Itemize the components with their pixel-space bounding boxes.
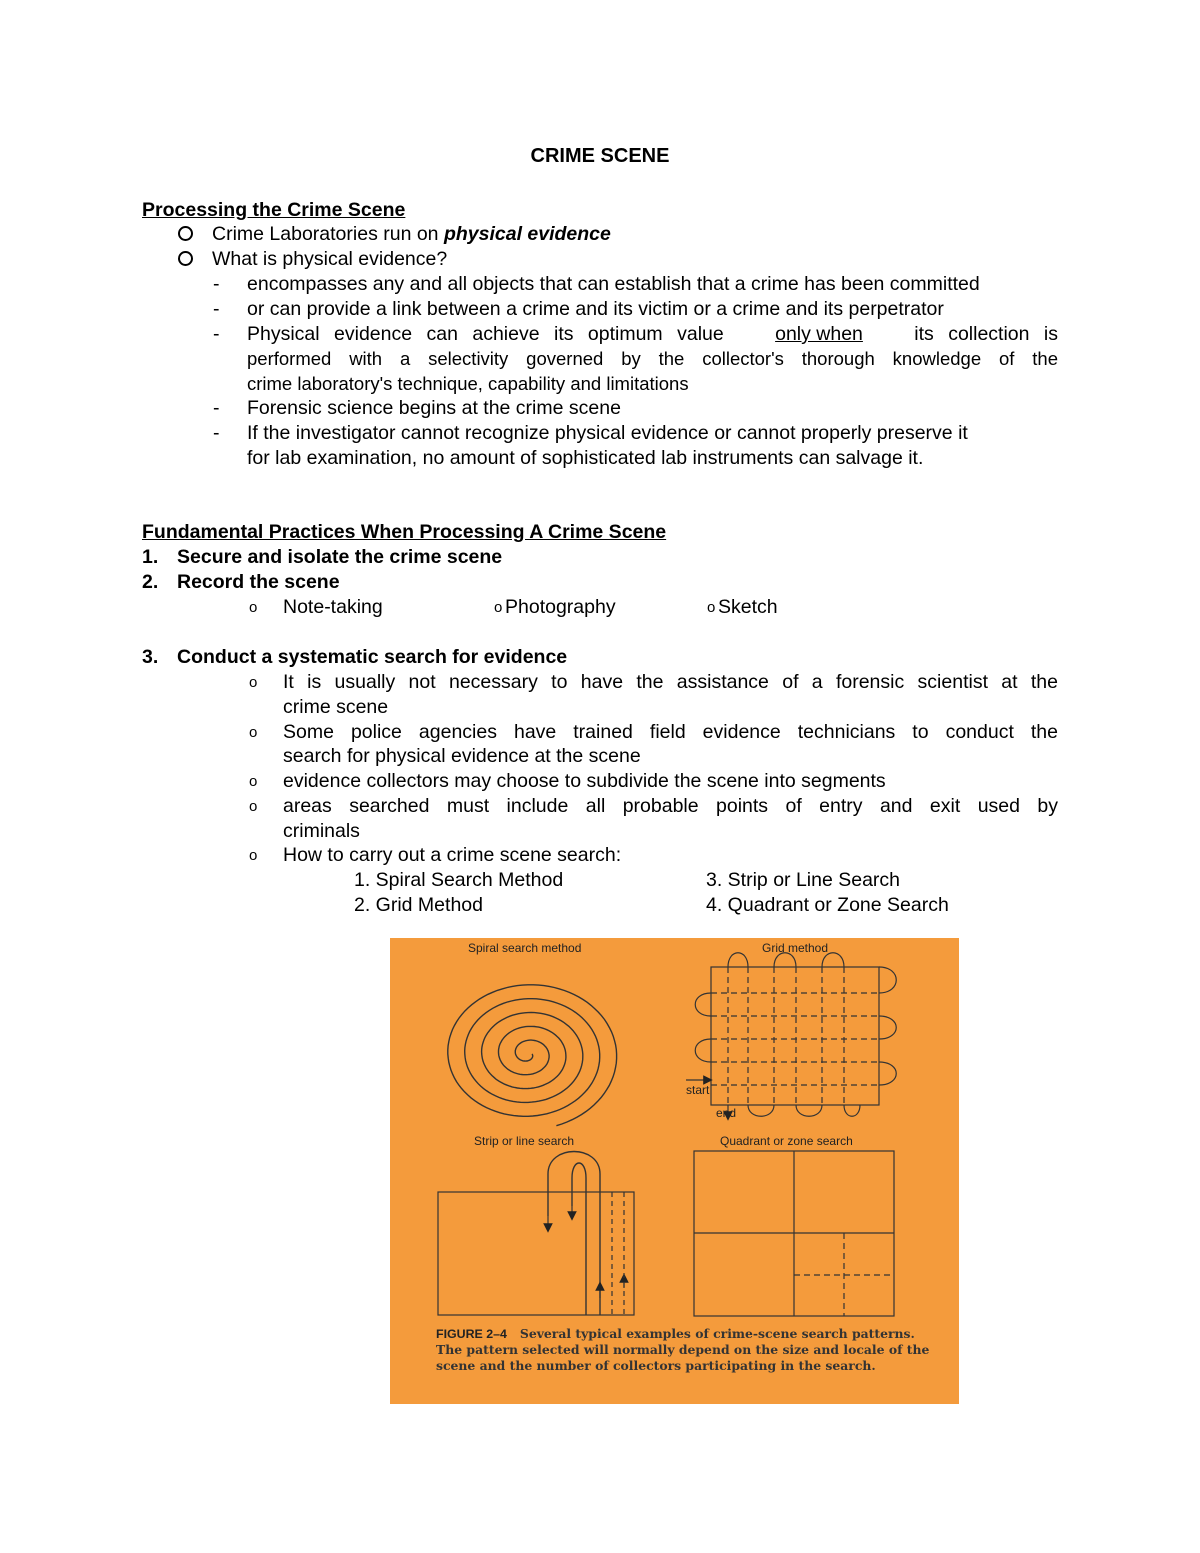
- sub-item-police-agencies-line2: search for physical evidence at the scene: [283, 745, 641, 767]
- dash-item-optimum: [247, 322, 1058, 346]
- page-title: CRIME SCENE: [530, 145, 670, 167]
- record-method-sketch: Sketch: [718, 596, 778, 618]
- record-method-photography: Photography: [505, 596, 616, 618]
- dash-marker: -: [213, 397, 220, 419]
- small-o-bullet-icon: o: [249, 798, 258, 815]
- list-item-record: Record the scene: [177, 571, 340, 593]
- bullet-crime-labs: [212, 222, 611, 246]
- search-method-spiral: 1. Spiral Search Method: [354, 869, 564, 891]
- figure-label-spiral: Spiral search method: [468, 941, 582, 955]
- figure-number: FIGURE 2–4: [436, 1327, 507, 1341]
- small-o-bullet-icon: o: [249, 847, 258, 864]
- bullet-what-is: What is physical evidence?: [212, 248, 448, 270]
- search-method-quadrant: 4. Quadrant or Zone Search: [706, 894, 949, 916]
- search-method-grid: 2. Grid Method: [354, 894, 483, 916]
- dash-marker: -: [213, 298, 220, 320]
- sub-item-subdivide: evidence collectors may choose to subdivide the scene into segments: [283, 770, 886, 792]
- strip-pattern: [438, 1152, 634, 1316]
- section-heading-processing: Processing the Crime Scene: [142, 199, 406, 221]
- emphasis-physical-evidence: physical evidence: [443, 223, 611, 245]
- figure-label-strip: Strip or line search: [474, 1134, 575, 1148]
- figure-label-quadrant: Quadrant or zone search: [720, 1134, 853, 1148]
- dash-item-forensic: Forensic science begins at the crime scene: [247, 397, 621, 419]
- dash-marker: -: [213, 273, 220, 295]
- dash-item-optimum-line3: crime laboratory's technique, capability and limitations: [247, 373, 689, 394]
- list-number: 3.: [142, 646, 159, 668]
- sub-item-police-agencies: Some police agencies have trained field evidence technicians to conduct the: [283, 721, 1058, 743]
- circle-bullet-icon: [178, 251, 193, 266]
- dash-item-encompasses: encompasses any and all objects that can establish that a crime has been committed: [247, 273, 980, 295]
- circle-bullet-icon: [178, 226, 193, 241]
- record-method-note-taking: Note-taking: [283, 596, 383, 618]
- list-number: 1.: [142, 546, 159, 568]
- text-fragment: Physical evidence can achieve its optimum value: [247, 323, 724, 345]
- small-o-bullet-icon: o: [249, 599, 258, 616]
- spiral-pattern: [448, 985, 617, 1126]
- small-o-bullet-icon: o: [249, 724, 258, 741]
- small-o-bullet-icon: o: [494, 599, 503, 616]
- list-number: 2.: [142, 571, 159, 593]
- dash-marker: -: [213, 323, 220, 345]
- dash-item-link: or can provide a link between a crime and its victim or a crime and its perpetrator: [247, 298, 944, 320]
- sub-item-forensic-scientist: It is usually not necessary to have the assistance of a forensic scientist at the: [283, 671, 1058, 693]
- small-o-bullet-icon: o: [707, 599, 716, 616]
- dash-item-investigator-line2: for lab examination, no amount of sophisticated lab instruments can salvage it.: [247, 447, 924, 469]
- list-item-secure: Secure and isolate the crime scene: [177, 546, 503, 568]
- sub-item-how-to: How to carry out a crime scene search:: [283, 844, 622, 866]
- bullet-text: Crime Laboratories run on: [212, 223, 444, 245]
- sub-item-forensic-scientist-line2: crime scene: [283, 696, 389, 718]
- sub-item-entry-exit: areas searched must include all probable points of entry and exit used by: [283, 795, 1058, 817]
- list-item-search: Conduct a systematic search for evidence: [177, 646, 568, 668]
- grid-pattern: [686, 953, 896, 1117]
- search-patterns-figure: [390, 938, 959, 1404]
- quadrant-pattern: [694, 1151, 894, 1316]
- dash-item-optimum-line2: performed with a selectivity governed by the collector's thorough knowledge of the: [247, 348, 1058, 369]
- figure-label-grid: Grid method: [762, 941, 829, 955]
- small-o-bullet-icon: o: [249, 674, 258, 691]
- dash-marker: -: [213, 422, 220, 444]
- figure-caption: [436, 1326, 936, 1374]
- section-heading-fundamental: Fundamental Practices When Processing A Crime Scene: [142, 521, 667, 543]
- figure-caption-text: Several typical examples of crime-scene search patterns. The pattern selected will normally depend on the size and locale of the scene and the number of collectors participating in the search.: [436, 1326, 930, 1373]
- small-o-bullet-icon: o: [249, 773, 258, 790]
- text-fragment: its collection is: [914, 323, 1058, 345]
- text-only-when: only when: [775, 323, 863, 345]
- sub-item-entry-exit-line2: criminals: [283, 820, 360, 842]
- dash-item-investigator: If the investigator cannot recognize physical evidence or cannot properly preserve it: [247, 422, 968, 444]
- figure-label-end: end: [716, 1106, 737, 1120]
- search-method-strip: 3. Strip or Line Search: [706, 869, 901, 891]
- figure-label-start: start: [686, 1083, 710, 1097]
